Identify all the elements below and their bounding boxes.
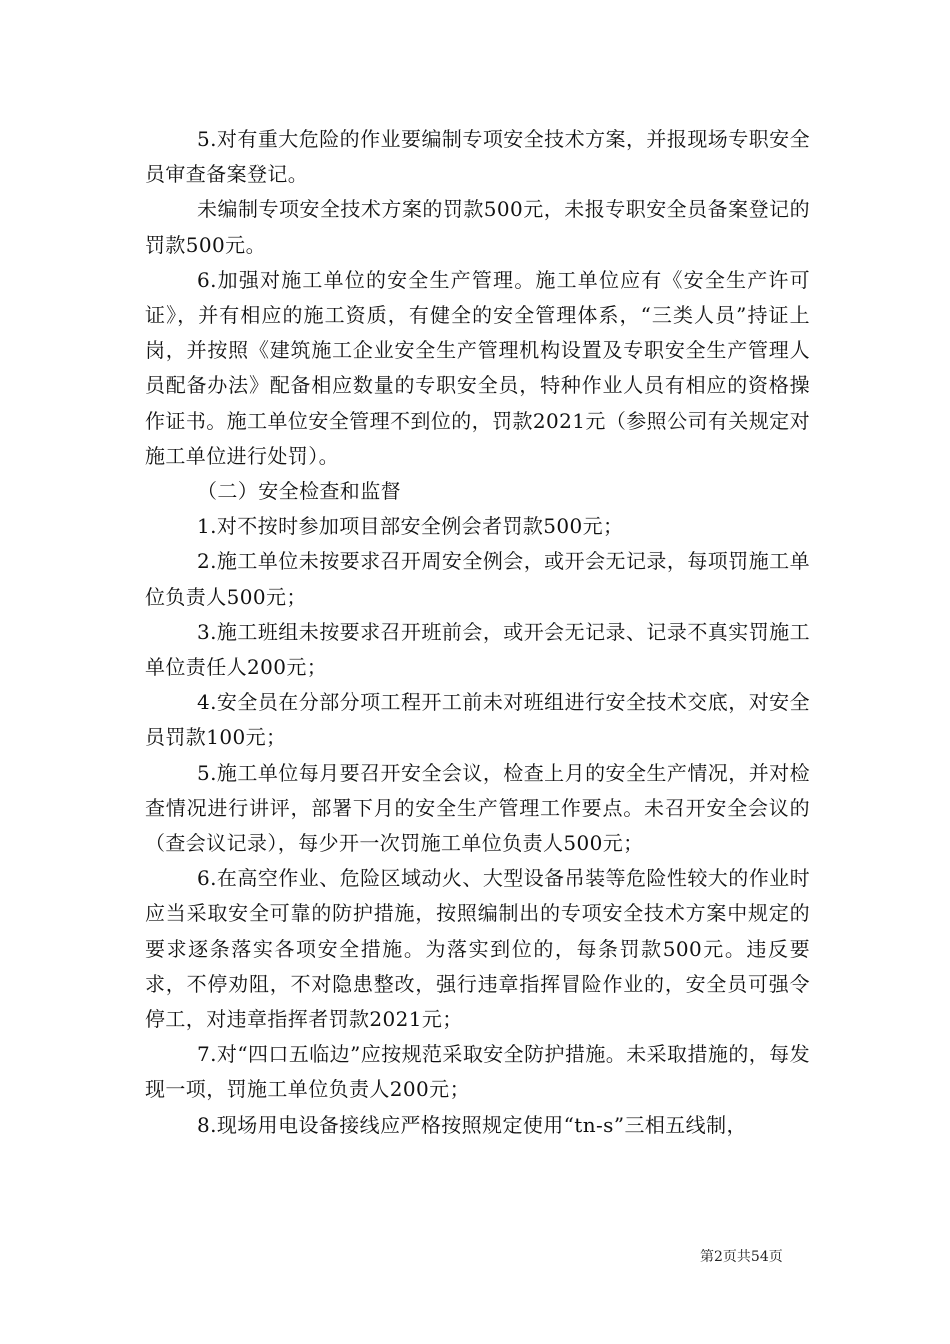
paragraph-12: 8.现场用电设备接线应严格按照规定使用“tn-s”三相五线制， xyxy=(197,1112,747,1137)
paragraph-2: 未编制专项安全技术方案的罚款500元，未报专职安全员备案登记的罚款500元。 xyxy=(145,197,810,257)
section-heading: （二）安全检查和监督 xyxy=(197,479,401,504)
paragraph-3: 6.加强对施工单位的安全生产管理。施工单位应有《安全生产许可证》，并有相应的施工资质，有健全的安全管理体系，“三类人员”持证上岗，并按照《建筑施工企业安全生产管理机构设置及专职安全生产管理人员配备办法》配备相应数量的专职安全员，特种作业人员有相应的资格操作证书。施工单位安全管理不到位的，罚款2021元（参照公司有关规定对施工单位进行处罚）。 xyxy=(145,267,810,468)
paragraph-5: 1.对不按时参加项目部安全例会者罚款500元； xyxy=(197,514,624,539)
page-number-footer: 第2页共54页 xyxy=(700,1249,783,1265)
paragraph-11: 7.对“四口五临边”应按规范采取安全防护措施。未采取措施的，每发现一项，罚施工单位负责人200元； xyxy=(145,1042,810,1102)
paragraph-6: 2.施工单位未按要求召开周安全例会，或开会无记录，每项罚施工单位负责人500元； xyxy=(145,549,810,609)
paragraph-1: 5.对有重大危险的作业要编制专项安全技术方案，并报现场专职安全员审查备案登记。 xyxy=(145,127,810,187)
paragraph-10: 6.在高空作业、危险区域动火、大型设备吊装等危险性较大的作业时应当采取安全可靠的防护措施，按照编制出的专项安全技术方案中规定的要求逐条落实各项安全措施。为落实到位的，每条罚款500元。违反要求，不停劝阻，不对隐患整改，强行违章指挥冒险作业的，安全员可强令停工，对违章指挥者罚款2021元； xyxy=(145,866,810,1032)
paragraph-7: 3.施工班组未按要求召开班前会，或开会无记录、记录不真实罚施工单位责任人200元； xyxy=(145,619,810,680)
document-body xyxy=(145,122,810,1143)
paragraph-8: 4.安全员在分部分项工程开工前未对班组进行安全技术交底，对安全员罚款100元； xyxy=(145,690,810,750)
paragraph-9: 5.施工单位每月要召开安全会议，检查上月的安全生产情况，并对检查情况进行讲评，部署下月的安全生产管理工作要点。未召开安全会议的（查会议记录），每少开一次罚施工单位负责人500元； xyxy=(145,760,810,856)
